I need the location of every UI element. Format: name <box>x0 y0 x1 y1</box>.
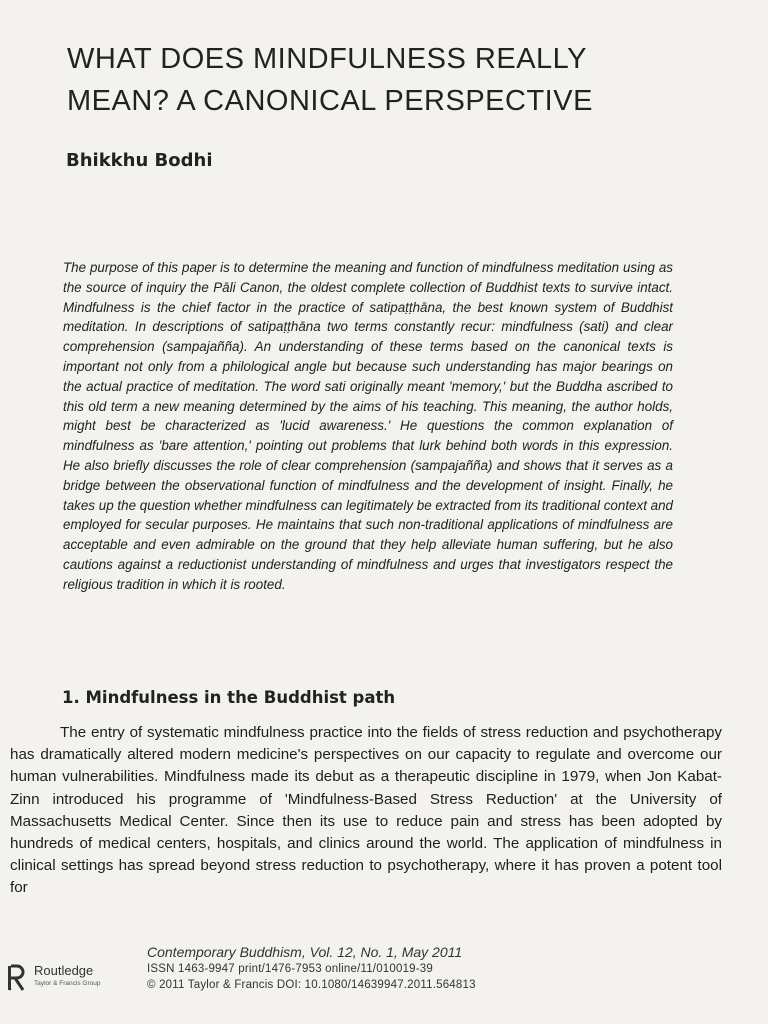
publisher-name: Routledge <box>34 963 94 978</box>
body-paragraph: The entry of systematic mindfulness practice into the fields of stress reduction and psychotherapy has dramatically altered modern medicine's perspectives on our capacity to regulate and overcome our human vulnerabilities. Mindfulness made its debut as a therapeutic discipline in 1979, when Jon Kabat-Zinn introduced his programme of 'Mindfulness-Based Stress Reduction' at the University of Massachusetts Medical Center. Since then its use to reduce pain and stress has been adopted by hundreds of medical centers, hospitals, and clinics around the world. The application of mindfulness in clinical settings has spread beyond stress reduction to psychotherapy, where it has proven a potent tool for <box>10 724 722 897</box>
journal-citation: Contemporary Buddhism, Vol. 12, No. 1, May 2011 <box>147 944 463 960</box>
publisher-subline: Taylor & Francis Group <box>34 980 101 987</box>
routledge-logo-icon <box>6 964 26 992</box>
section-heading: 1. Mindfulness in the Buddhist path <box>62 688 396 707</box>
article-title <box>67 38 727 122</box>
copyright-doi-line: © 2011 Taylor & Francis DOI: 10.1080/14639947.2011.564813 <box>147 979 476 991</box>
author-name: Bhikkhu Bodhi <box>66 150 213 171</box>
publisher-block <box>6 962 131 992</box>
article-title-line-1: WHAT DOES MINDFULNESS REALLY <box>67 43 587 75</box>
abstract: The purpose of this paper is to determine the meaning and function of mindfulness meditation using as the source of inquiry the Pāli Canon, the oldest complete collection of Buddhist texts to survive intact. Mindfulness is the chief factor in the practice of satipaṭṭhāna, the best known system of Buddhist meditation. In descriptions of satipaṭṭhāna two terms constantly recur: mindfulness (sati) and clear comprehension (sampajañña). An understanding of these terms based on the canonical texts is important not only from a philological angle but because such understanding has major bearings on the actual practice of meditation. The word sati originally meant 'memory,' but the Buddha ascribed to this old term a new meaning determined by the aims of his teaching. This meaning, the author holds, might best be characterized as 'lucid awareness.' He questions the common explanation of mindfulness as 'bare attention,' pointing out problems that lurk behind both words in this expression. He also briefly discusses the role of clear comprehension (sampajañña) and shows that it serves as a bridge between the observational function of mindfulness and the development of insight. Finally, he takes up the question whether mindfulness can legitimately be extracted from its traditional context and employed for secular purposes. He maintains that such non-traditional applications of mindfulness are acceptable and even admirable on the ground that they help alleviate human suffering, but he also cautions against a reductionist understanding of mindfulness and urges that investigators respect the religious tradition in which it is rooted. <box>63 260 673 592</box>
issn-line: ISSN 1463-9947 print/1476-7953 online/11/010019-39 <box>147 963 433 975</box>
article-title-line-2: MEAN? A CANONICAL PERSPECTIVE <box>67 85 593 117</box>
citation-footer <box>147 943 476 993</box>
